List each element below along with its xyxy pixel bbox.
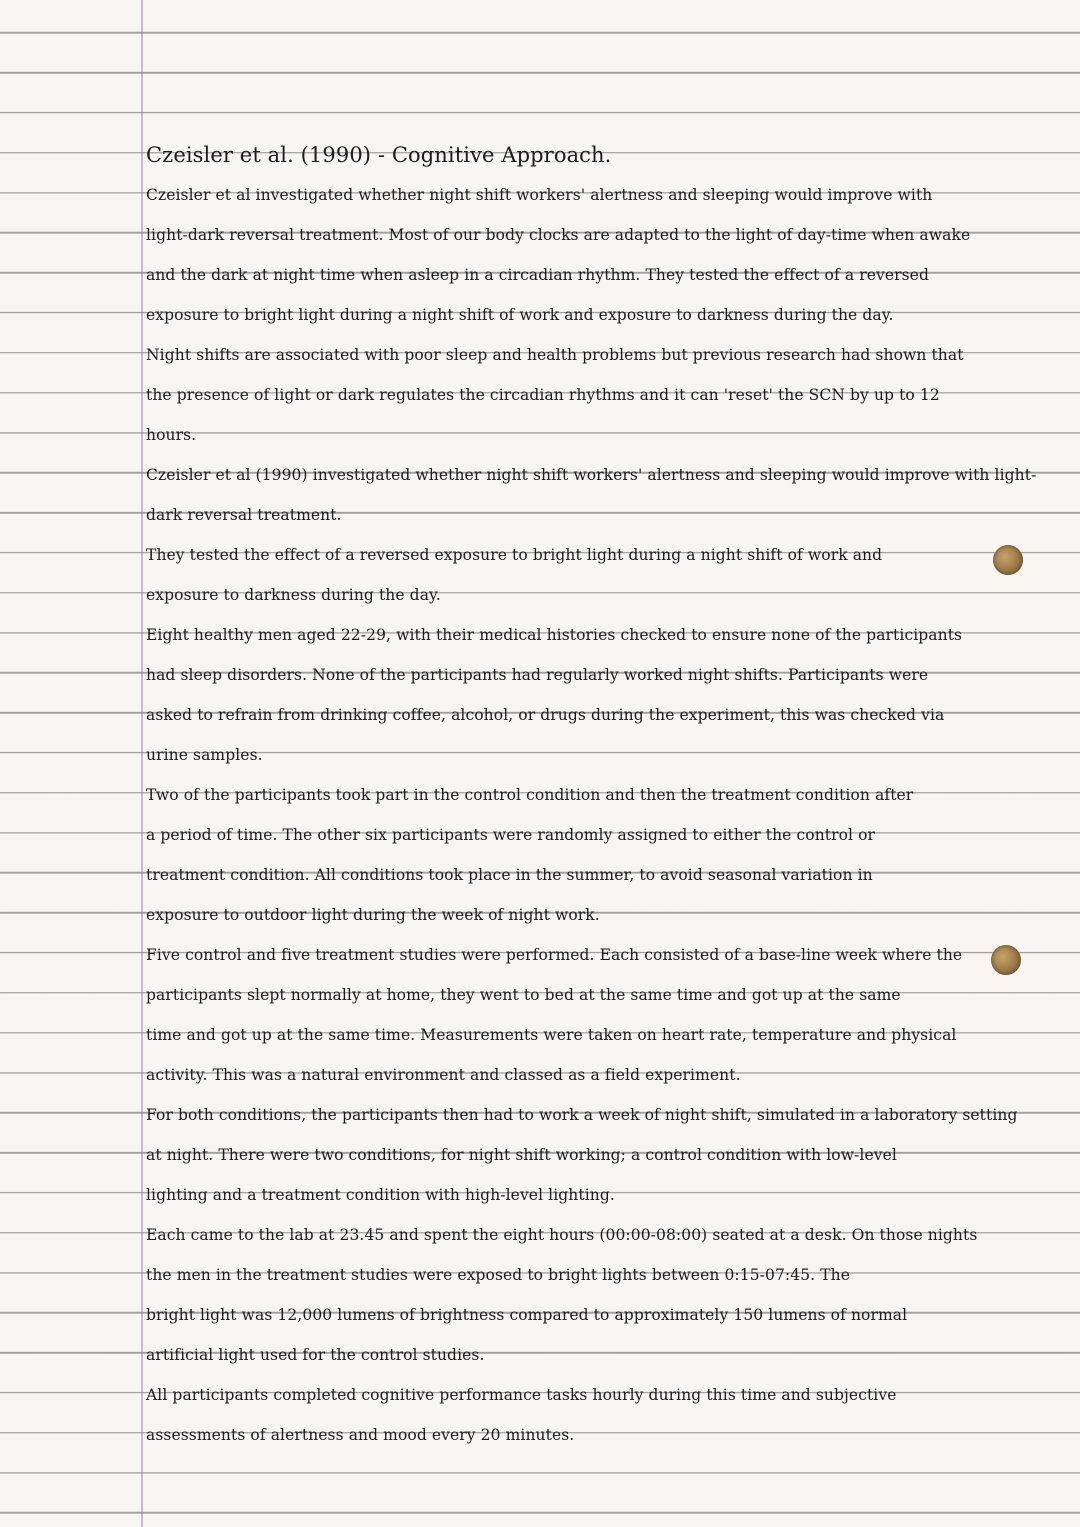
note-line: Night shifts are associated with poor sleep and health problems but previous research had shown that [146,346,964,364]
note-line: Czeisler et al investigated whether night shift workers' alertness and sleeping would improve with [146,186,933,204]
page-title: Czeisler et al. (1990) - Cognitive Approach. [146,143,612,167]
note-line: a period of time. The other six participants were randomly assigned to either the control or [146,826,876,844]
note-line: treatment condition. All conditions took place in the summer, to avoid seasonal variation in [146,866,873,884]
note-line: activity. This was a natural environment and classed as a field experiment. [146,1066,741,1084]
note-line: Czeisler et al (1990) investigated whether night shift workers' alertness and sleeping would improve with light- [146,466,1037,484]
note-line: exposure to darkness during the day. [146,586,441,604]
note-line: For both conditions, the participants then had to work a week of night shift, simulated in a laboratory setting [146,1106,1018,1124]
notes-body [146,175,1062,1455]
note-line: Each came to the lab at 23.45 and spent the eight hours (00:00-08:00) seated at a desk. On those nights [146,1226,978,1244]
note-line: Five control and five treatment studies were performed. Each consisted of a base-line week where the [146,946,963,964]
note-line: urine samples. [146,746,263,764]
note-line: time and got up at the same time. Measurements were taken on heart rate, temperature and physical [146,1026,957,1044]
note-line: All participants completed cognitive performance tasks hourly during this time and subjective [146,1386,897,1404]
note-line: asked to refrain from drinking coffee, alcohol, or drugs during the experiment, this was checked via [146,706,945,724]
note-line: bright light was 12,000 lumens of brightness compared to approximately 150 lumens of normal [146,1306,908,1324]
note-line: exposure to outdoor light during the week of night work. [146,906,600,924]
margin-line [141,0,143,1527]
note-line: participants slept normally at home, they went to bed at the same time and got up at the same [146,986,901,1004]
note-line: hours. [146,426,197,444]
note-line: assessments of alertness and mood every 20 minutes. [146,1426,575,1444]
note-line: and the dark at night time when asleep in a circadian rhythm. They tested the effect of a reversed [146,266,929,284]
note-line: artificial light used for the control studies. [146,1346,485,1364]
note-line: light-dark reversal treatment. Most of our body clocks are adapted to the light of day-time when awake [146,226,971,244]
note-line: They tested the effect of a reversed exposure to bright light during a night shift of work and [146,546,883,564]
note-line: the men in the treatment studies were exposed to bright lights between 0:15-07:45. The [146,1266,851,1284]
note-line: Eight healthy men aged 22-29, with their medical histories checked to ensure none of the participants [146,626,963,644]
note-line: Two of the participants took part in the control condition and then the treatment condition after [146,786,914,804]
note-line: the presence of light or dark regulates the circadian rhythms and it can 'reset' the SCN by up to 12 [146,386,940,404]
note-line: exposure to bright light during a night shift of work and exposure to darkness during the day. [146,306,894,324]
note-line: lighting and a treatment condition with high-level lighting. [146,1186,615,1204]
note-line: had sleep disorders. None of the participants had regularly worked night shifts. Participants were [146,666,929,684]
handwritten-notes [146,135,1062,1455]
note-line: at night. There were two conditions, for night shift working; a control condition with low-level [146,1146,897,1164]
note-line: dark reversal treatment. [146,506,342,524]
